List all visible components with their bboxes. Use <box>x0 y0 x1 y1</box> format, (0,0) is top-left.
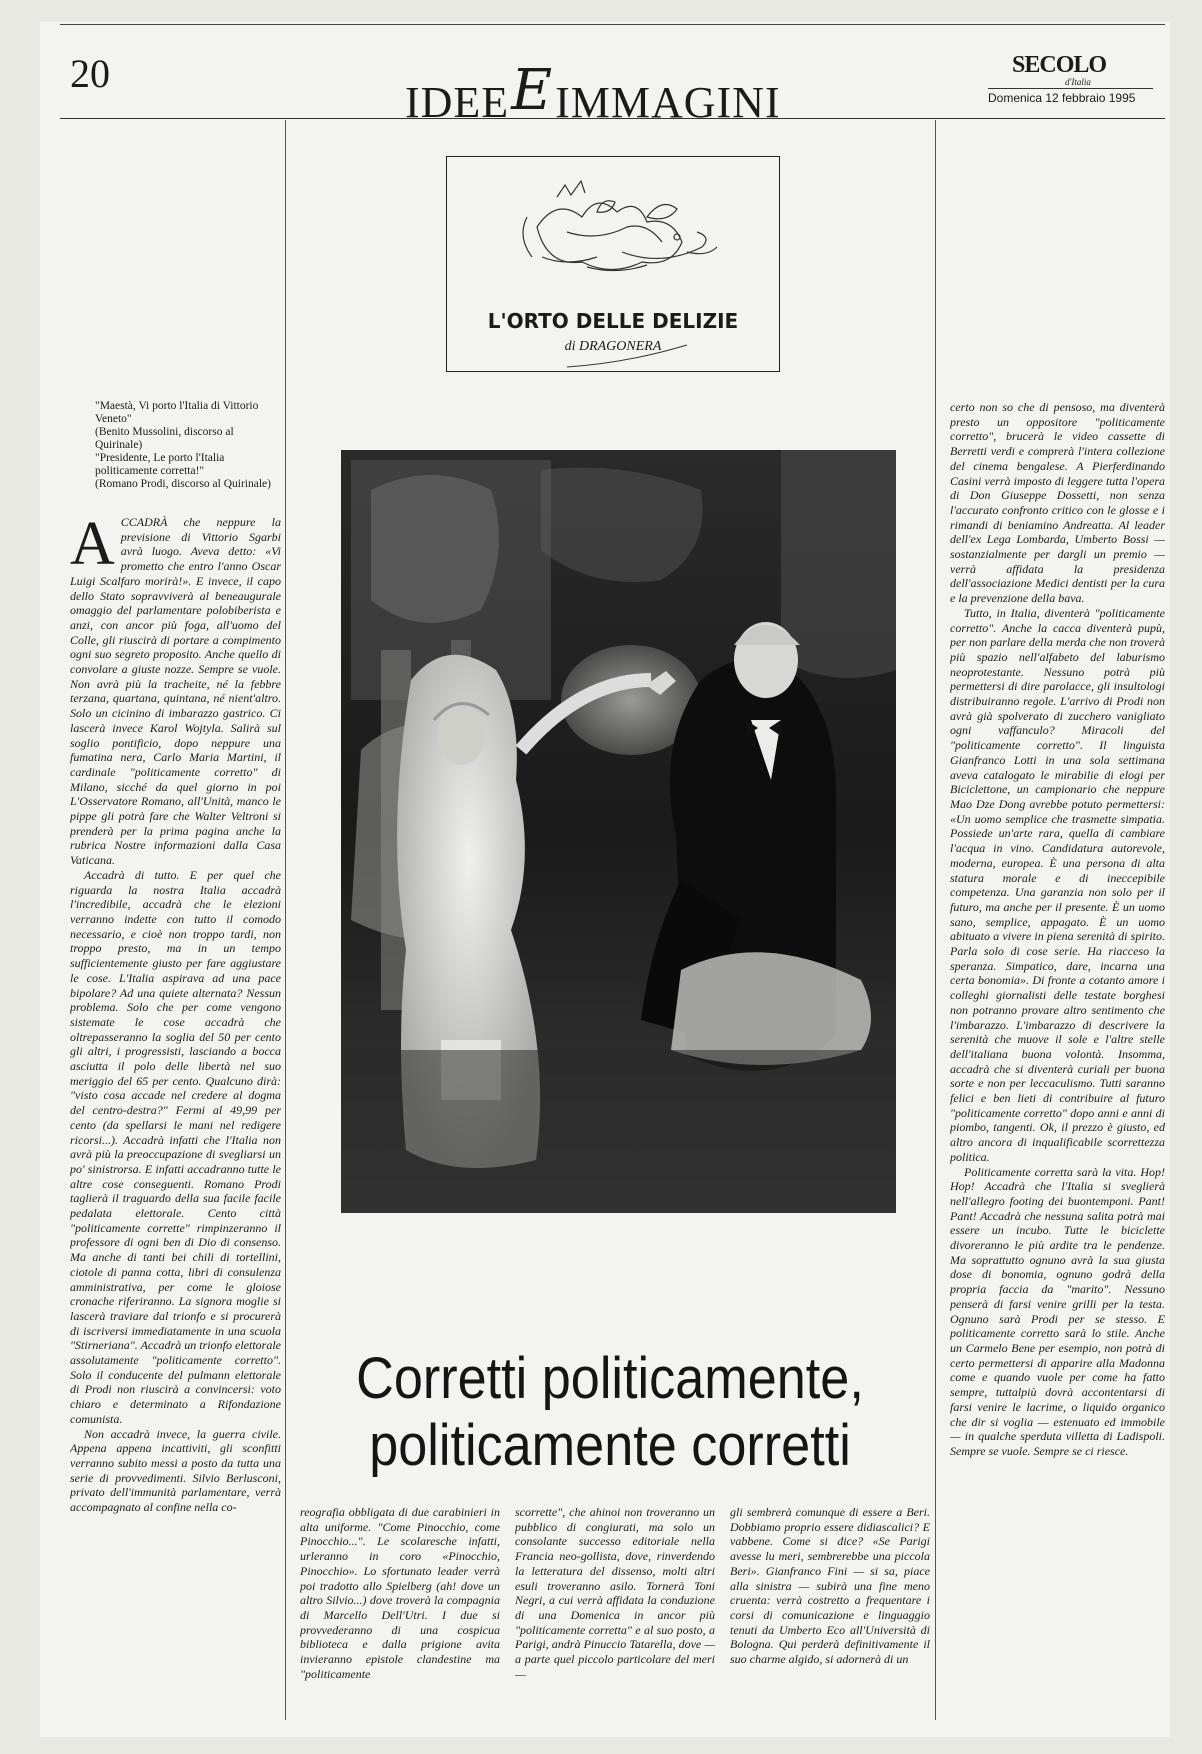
article-column-right <box>950 400 1165 1720</box>
section-title <box>405 58 781 131</box>
headline <box>331 1345 889 1479</box>
epigraph-source: (Benito Mussolini, discorso al Quirinale) <box>95 426 234 451</box>
article-paragraph: certo non so che di pensoso, ma diventerà presto un oppositore "politicamente corretto", brucerà le video cassette di Berretti verdi e comprerà l'intera collezione del cinema bengalese. A Pierferdinando Casini verrà imposto di leggere tutta l'opera di Don Giuseppe Dossetti, non senza l'accurato confronto critico con le glosse e i rimandi di beniamino Andreatta. Al leader dell'ex Lega Lombarda, Umberto Bossi — sostanzialmente per dargli un premio — verrà affidata la presidenza dell'associazione Medici dentisti per la cura e la prevenzione della bava. <box>950 400 1165 606</box>
article-column-bottom-2 <box>515 1505 715 1720</box>
page-number: 20 <box>70 51 110 96</box>
article-paragraph: CCADRÀ che neppure la previsione di Vittorio Sgarbi avrà luogo. Aveva detto: «Vi prometto che entro l'anno Oscar Luigi Scalfaro morirà!». E invece, il capo dello Stato sopravviverà al beneaugurale omaggio del parlamentare polobiberista e anzi, con ancor più foga, all'uomo del Colle, gli riuscirà di portare a compimento ogni suo segreto proposito. Anche quello di convolare a giuste nozze. Sempre se vuole. Non avrà più la tracheite, né la febbre terzana, quartana, quintana, né nient'altro. Solo un cicinino di imbarazzo gastrico. Ci lascerà invece Karol Wojtyla. Salirà sul soglio pontificio, dopo neppure una fumatina nera, Carlo Maria Martini, il cardinale "politicamente corretto" di Milano, sicché da quel giorno in poi L'Osservatore Romano, all'Unità, manco le pippe gli potrà fare che Walter Veltroni si prenderà per la prima pagina anche la rubrica Nostre informazioni dalla Casa Vaticana. <box>70 515 281 868</box>
article-paragraph: Tutto, in Italia, diventerà "politicamente corretto". Anche la cacca diventerà pupù, per non parlare della merda che non troverà più spazio nell'alfabeto del laburismo neoprotestante. Nessuno potrà più permettersi di dire parolacce, gli insultologi distribuiranno regole. L'arrivo di Prodi non avrà già spolverato di zucchero vanigliato ogni vaffanculo? Miracoli del "politicamente corretto". Il linguista Gianfranco Lotti in una sola settimana aveva catalogato le mirabilie di elogi per Biciclettone, un campionario che neppure Mao Dze Dong avrebbe potuto permettersi: «Un uomo semplice che trasmette simpatia. Possiede un'arte rara, quella di cambiare l'acqua in vino. Candidatura autorevole, moderna, europea. È una persona di alta statura morale e di ineccepibile competenza. Una garanzia non solo per il futuro, ma anche per il presente. È un uomo sano, semplice, appagato. È un uomo abituato a vivere in piena serenità di spirito. Parla solo di cose serie. Ha riacceso la speranza. Simpatico, dare, incarna una certa bonomia». Di fronte a cotanto amore i colleghi giornalisti delle testate borghesi non potranno provare altro sentimento che l'imbarazzo. L'imbarazzo di descrivere la serenità che muove il sole e l'altre stelle dell'italiana buona volontà. Insomma, accadrà che si diventerà curiali per buona sorte e non per leccaculismo. Tutti saranno felici e ben lieti di contribuire al futuro "politicamente corretto" dopo anni e anni di piombo, tangenti. Ok, il prezzo è giusto, ed altro ancora di inqualificabile scorrettezza politica. <box>950 605 1165 1164</box>
section-title-right: IMMAGINI <box>555 78 781 127</box>
top-rule <box>60 24 1165 25</box>
article-paragraph: Accadrà di tutto. E per quel che riguarda la nostra Italia accadrà l'incredibile, accadrà che le elezioni verranno indette con tutto il comodo necessario, e cioè non troppo tardi, non troppo presto, ma in un tempo sufficientemente giusto per fare aggiustare le cose. L'Italia aspirava ad una pace bipolare? Ad una quiete alternata? Nessun problema. Solo che per come vengono sistemate le cose accadrà che oltrepasseranno la soglia del 50 per cento gli altri, i progressisti, lasciando a bocca asciutta il polo delle libertà nel suo meriggio del 65 per cento. Qualcuno dirà: "visto cosa accade nel credere al dogma del centro-destra?" Fermi al 49,99 per cento (da spellarsi le mani nel redigere ricorsi...). Accadrà infatti che l'Italia non avrà più la preoccupazione di svegliarsi un po' sinistrorsa. E infatti accadranno tutte le altre cose conseguenti. Romano Prodi taglierà il traguardo della sua facile facile pedalata elettorale. Cento città "politicamente corrette" rimpinzeranno il professore di ogni ben di Dio di consenso. Ma anche di tanti bei chili di tortellini, ciotole di panna cotta, libri di consulenza amministrativa, per come le gloiose cronache riferiranno. La signora moglie si lascerà traviare dal trionfo e si procurerà di iscriversi immediatamente in una scuola "Stirneriana". Accadrà un trionfo elettorale assolutamente "politicamente corretto". Solo il conducente del pulmann elettorale di Prodi non riuscirà a convincersi: voto chiaro e determinato a Rifondazione comunista. <box>70 867 281 1426</box>
article-column-bottom-1 <box>300 1505 500 1720</box>
headline-line: politicamente corretti <box>369 1412 851 1478</box>
author-underline <box>447 157 779 371</box>
masthead-subtitle: d'Italia <box>1065 77 1091 87</box>
article-paragraph: scorrette", che ahinoi non troveranno un pubblico di congiurati, ma solo un consolante successo editoriale nella Francia neo-gollista, dove, rinverdendo la letteratura del dissenso, molti altri esuli troveranno asilo. Tornerà Toni Negri, a cui verrà affidata la conduzione di una Domenica in ancor più "politicamente corretta" e al suo posto, a Parigi, andrà Pinuccio Tatarella, dove — a parte quel piccolo particolare del meri — <box>515 1505 715 1681</box>
column-divider <box>285 120 286 1720</box>
photo-couple-at-wedding <box>341 450 896 1213</box>
epigraph-quote: "Presidente, Le porto l'Italia politicamente corretta!" <box>95 452 225 477</box>
rubric-title: L'ORTO DELLE DELIZIE <box>487 309 739 333</box>
article-paragraph: Non accadrà invece, la guerra civile. Appena appena incattiviti, gli sconfitti verranno subito messi a posto da tutta una serie di provvedimenti. Silvio Berlusconi, privato dell'immunità parlamentare, verrà accompagnato al confine nella co- <box>70 1426 281 1515</box>
rubric-author: di DRAGONERA <box>564 339 662 354</box>
headline-line: Corretti politicamente, <box>356 1345 864 1411</box>
article-paragraph: Politicamente corretta sarà la vita. Hop! Hop! Accadrà che l'Italia si sveglierà nell'allegro footing dei buontemponi. Pant! Pant! Accadrà che nessuna salita potrà mai essere un incubo. Tutte le biciclette divoreranno le più ardite tra le pendenze. Ma soprattutto ognuno avrà la sua giusta dose di bonomia, ognuno godrà della propria faccia da "marito". Nessuno penserà di farsi venire grilli per la testa. Ognuno sarà Prodi per se stesso. E politicamente corretto sarà lo stile. Anche un Carmelo Bene per esempio, non potrà di certo permettersi di apparire alla Madonna come e quando vuole per come ha fatto sempre, tuttalpiù dovrà accontentarsi di farsi venire le lacrime, o liquido organico che dir si voglia — estenuato ed immobile — in qualche sperduta villetta di Ladispoli. Sempre se vuole. Sempre se ci riesce. <box>950 1164 1165 1458</box>
rubric-box <box>446 156 780 372</box>
section-title-left: IDEE <box>405 78 510 127</box>
epigraph-quote: "Maestà, Vi porto l'Italia di Vittorio Veneto" <box>95 400 259 425</box>
header-rule <box>60 118 1165 119</box>
epigraph <box>95 400 271 491</box>
column-divider <box>935 120 936 1720</box>
section-title-amp: E <box>511 58 554 123</box>
epigraph-source: (Romano Prodi, discorso al Quirinale) <box>95 478 271 490</box>
article-column-bottom-3 <box>730 1505 930 1720</box>
article-paragraph: gli sembrerà comunque di essere a Beri. Dobbiamo proprio essere didiascalici? E vabbene. Come si dice? «Se Parigi avesse lu meri, sembrerebbe una piccola Beri». Gianfranco Fini — si sa, piace alla sinistra — subirà una fine meno cruenta: verrà costretto a frequentare i corsi di comunicazione e linguaggio tenuti da Umberto Eco all'Università di Bologna. Qui perderà definitivamente il suo charme algido, si adornerà di un <box>730 1505 930 1667</box>
masthead-logo: SECOLO <box>1012 52 1107 78</box>
drop-cap: A <box>70 515 115 578</box>
issue-date: Domenica 12 febbraio 1995 <box>988 88 1153 105</box>
article-column-left <box>70 515 281 1725</box>
article-paragraph: reografia obbligata di due carabinieri in alta uniforme. "Come Pinocchio, come Pinocchio...". Le scolaresche infatti, urleranno in coro «Pinocchio, Pinocchio». Lo sfortunato leader verrà poi tradotto allo Spielberg (ah! dove un altro Silvio...) dove troverà la compagnia di Marcello Dell'Utri. I due si provvederanno di una cospicua biblioteca e dalla prigione avita invieranno epistole clandestine ma "politicamente <box>300 1505 500 1681</box>
